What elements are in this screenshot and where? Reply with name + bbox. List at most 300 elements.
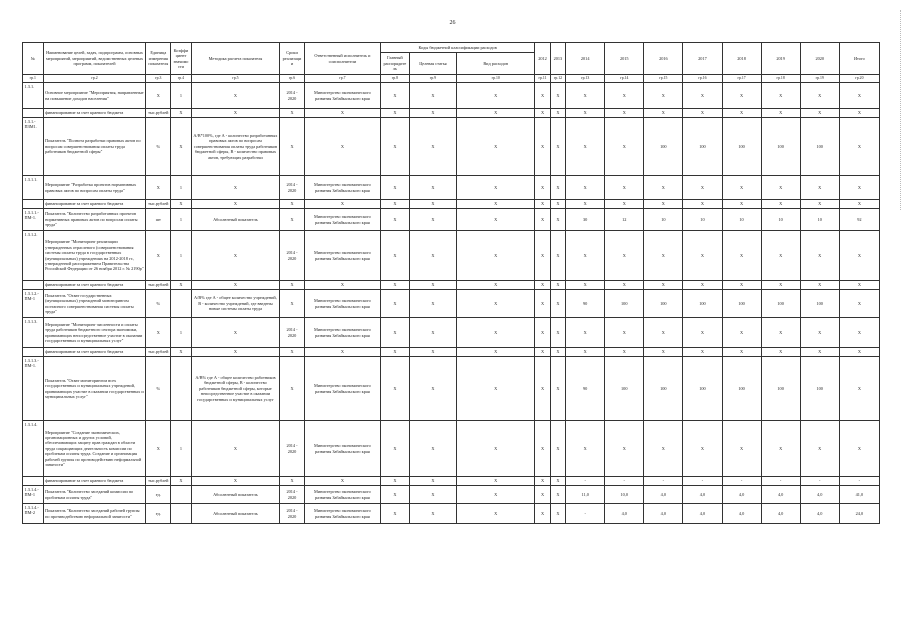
row-term: Х	[280, 200, 305, 209]
row-kind: Х	[457, 318, 535, 348]
row-year-value: Х	[761, 83, 800, 109]
row-year-value: Х	[683, 200, 722, 209]
row-code: 1.3.1.2.-ПМ-1	[23, 290, 44, 318]
row-year-value: Х	[722, 281, 761, 290]
financing-row	[23, 200, 880, 209]
row-year-value: Х	[535, 290, 550, 318]
row-total: 41,0	[839, 486, 879, 504]
row-year-value: 100	[800, 118, 839, 176]
row-target: Х	[409, 504, 456, 524]
row-year-value: 4,0	[605, 504, 644, 524]
row-year-value: Х	[550, 231, 565, 281]
row-year-value: Х	[683, 281, 722, 290]
row-chief: Х	[380, 348, 409, 357]
table-row	[23, 209, 880, 231]
row-term: Х	[280, 281, 305, 290]
row-year-value: Х	[535, 318, 550, 348]
row-year-value: Х	[761, 421, 800, 477]
row-year-value: 100	[644, 357, 683, 421]
row-target: Х	[409, 83, 456, 109]
row-year-value: Х	[566, 231, 605, 281]
row-year-value: Х	[550, 176, 565, 200]
column-number-cell: гр.1	[23, 75, 44, 83]
row-method: Х	[191, 477, 279, 486]
col-chief: Главный распорядитель	[380, 53, 409, 75]
row-year-value: 90	[566, 290, 605, 318]
row-year-value: Х	[550, 348, 565, 357]
row-year-value: Х	[566, 118, 605, 176]
row-year-value: Х	[722, 231, 761, 281]
col-coef: Коэффициент значимости	[171, 43, 192, 75]
column-number-cell: гр.7	[304, 75, 380, 83]
row-year-value: Х	[605, 109, 644, 118]
row-executor: Х	[304, 109, 380, 118]
row-year-value: Х	[683, 109, 722, 118]
row-year-value: 100	[722, 290, 761, 318]
row-chief: Х	[380, 357, 409, 421]
row-kind: Х	[457, 231, 535, 281]
row-year-value: Х	[800, 200, 839, 209]
row-year-value: Х	[535, 109, 550, 118]
row-code: 1.3.1.4.	[23, 421, 44, 477]
row-year-value: Х	[550, 421, 565, 477]
row-year-value: Х	[800, 318, 839, 348]
row-kind: Х	[457, 83, 535, 109]
row-unit: ед.	[146, 504, 171, 524]
financing-row	[23, 281, 880, 290]
col-target: Целевая статья	[409, 53, 456, 75]
row-year-value: Х	[722, 83, 761, 109]
row-year-value: Х	[761, 281, 800, 290]
row-method: Х	[191, 348, 279, 357]
row-kind: Х	[457, 281, 535, 290]
row-total: Х	[839, 421, 879, 477]
row-year-value: Х	[644, 421, 683, 477]
row-method: Х	[191, 200, 279, 209]
row-unit: Х	[146, 318, 171, 348]
row-chief: Х	[380, 231, 409, 281]
financing-row	[23, 477, 880, 486]
row-year-value: -	[566, 504, 605, 524]
row-year-value: Х	[644, 348, 683, 357]
row-year-value: Х	[550, 290, 565, 318]
row-executor: Х	[304, 281, 380, 290]
row-year-value: Х	[535, 504, 550, 524]
row-unit: ед.	[146, 486, 171, 504]
col-name: Наименование целей, задач, подпрограмм, основных мероприятий, мероприятий, ведомственных целевых программ, показателей	[43, 43, 146, 75]
row-coef: Х	[171, 477, 192, 486]
column-number-cell: гр.12	[550, 75, 565, 83]
row-chief: Х	[380, 318, 409, 348]
row-code: 1.3.1.4.-ПМ-2	[23, 504, 44, 524]
row-year-value: 10	[683, 209, 722, 231]
table-row	[23, 176, 880, 200]
row-year-value: 100	[683, 357, 722, 421]
row-target: Х	[409, 486, 456, 504]
col-year-2020: 2020	[800, 43, 839, 75]
row-year-value: Х	[566, 421, 605, 477]
row-unit: Х	[146, 421, 171, 477]
row-year-value: 11,0	[566, 486, 605, 504]
row-year-value: Х	[566, 200, 605, 209]
row-year-value: 100	[605, 357, 644, 421]
col-year-2019: 2019	[761, 43, 800, 75]
col-kind: Вид расходов	[457, 53, 535, 75]
row-year-value: 100	[683, 118, 722, 176]
row-year-value: 10,0	[605, 486, 644, 504]
col-num: №	[23, 43, 44, 75]
table-row	[23, 231, 880, 281]
table-row	[23, 421, 880, 477]
row-year-value: -	[800, 477, 839, 486]
row-target: Х	[409, 209, 456, 231]
row-unit: %	[146, 118, 171, 176]
row-year-value: Х	[550, 486, 565, 504]
row-target: Х	[409, 348, 456, 357]
row-total: 24,0	[839, 504, 879, 524]
row-unit: тыс.рублей	[146, 348, 171, 357]
row-name: финансирование за счет краевого бюджета	[43, 200, 146, 209]
row-term: 2014 - 2020	[280, 83, 305, 109]
row-year-value: 4,0	[722, 504, 761, 524]
row-kind: Х	[457, 348, 535, 357]
row-year-value: Х	[761, 231, 800, 281]
row-chief: Х	[380, 176, 409, 200]
row-year-value: Х	[683, 348, 722, 357]
row-year-value: 4,0	[722, 486, 761, 504]
column-number-cell: гр.11	[535, 75, 550, 83]
row-unit: Х	[146, 83, 171, 109]
col-year-2014: 2014	[566, 43, 605, 75]
row-term: 2014 - 2020	[280, 318, 305, 348]
row-target: Х	[409, 176, 456, 200]
row-method: Х	[191, 176, 279, 200]
row-method: Х	[191, 83, 279, 109]
row-target: Х	[409, 477, 456, 486]
row-year-value: Х	[535, 421, 550, 477]
col-year-2016: 2016	[644, 43, 683, 75]
row-method: А/В*100%, где А - количество разработанных правовых актов по вопросам совершенствования оплаты труда работников бюджетной сферы, В - количество правовых актов, требующих разработки	[191, 118, 279, 176]
row-name: Показатель "Количество заседаний рабочей группы по противодействию неформальной занятости"	[43, 504, 146, 524]
column-number-cell: гр.13	[566, 75, 605, 83]
col-total: Итого	[839, 43, 879, 75]
row-code	[23, 200, 44, 209]
row-year-value: Х	[683, 176, 722, 200]
row-year-value: 100	[761, 290, 800, 318]
col-term: Сроки реализации	[280, 43, 305, 75]
row-year-value: Х	[550, 109, 565, 118]
row-year-value: Х	[605, 318, 644, 348]
row-year-value: Х	[550, 83, 565, 109]
table-row	[23, 290, 880, 318]
column-number-cell: гр.2	[43, 75, 146, 83]
row-unit: Х	[146, 176, 171, 200]
table-row	[23, 318, 880, 348]
row-year-value: 100	[722, 357, 761, 421]
row-year-value: Х	[683, 318, 722, 348]
row-year-value: Х	[535, 209, 550, 231]
row-year-value: Х	[550, 209, 565, 231]
row-year-value: 100	[683, 290, 722, 318]
row-kind: Х	[457, 209, 535, 231]
row-executor: Министерство экономического развития Забайкальского края	[304, 421, 380, 477]
row-unit: шт	[146, 209, 171, 231]
table-row	[23, 83, 880, 109]
row-chief: Х	[380, 118, 409, 176]
row-code: 1.3.1.3.	[23, 318, 44, 348]
row-year-value: 4,0	[683, 486, 722, 504]
row-target: Х	[409, 281, 456, 290]
row-unit: тыс.рублей	[146, 200, 171, 209]
column-number-row	[23, 75, 880, 83]
row-kind: Х	[457, 357, 535, 421]
row-term: 2014 - 2020	[280, 421, 305, 477]
column-number-cell: гр.4	[171, 75, 192, 83]
row-year-value: 100	[761, 357, 800, 421]
row-year-value: Х	[722, 109, 761, 118]
row-name: Показатель "Количество заседаний комиссии по проблемам оплаты труда"	[43, 486, 146, 504]
row-target: Х	[409, 118, 456, 176]
col-unit: Единица измерения показателя	[146, 43, 171, 75]
row-year-value: 4,0	[761, 486, 800, 504]
row-year-value: 30	[566, 209, 605, 231]
table-body	[23, 83, 880, 524]
row-coef: Х	[171, 348, 192, 357]
row-chief: Х	[380, 477, 409, 486]
row-year-value: 4,0	[800, 504, 839, 524]
row-year-value: Х	[644, 83, 683, 109]
row-term: 2014 - 2020	[280, 176, 305, 200]
row-unit: тыс.рублей	[146, 477, 171, 486]
row-term: Х	[280, 477, 305, 486]
row-year-value: Х	[550, 318, 565, 348]
row-executor: Министерство экономического развития Забайкальского края	[304, 504, 380, 524]
row-executor: Министерство экономического развития Забайкальского края	[304, 176, 380, 200]
row-year-value: -	[761, 477, 800, 486]
row-name: Мероприятие "Мониторинг реализации утвержденных отраслевого (совершенствования системы оплаты труда в государственных (муниципальных) учреждениях на 2012-2018 гг., утвержденной распоряжением Правительства Российской Федерации от 26 ноября 2012 г. № 2190р"	[43, 231, 146, 281]
row-kind: Х	[457, 118, 535, 176]
row-total: Х	[839, 357, 879, 421]
row-kind: Х	[457, 176, 535, 200]
financing-row	[23, 109, 880, 118]
row-year-value: 100	[722, 118, 761, 176]
row-name: Показатель "Охват мониторингом всех государственных и муниципальных учреждений, принимающих участие в оказании государственных и муниципальных услуг"	[43, 357, 146, 421]
row-method: Абсолютный показатель	[191, 209, 279, 231]
row-chief: Х	[380, 421, 409, 477]
row-year-value: Х	[605, 118, 644, 176]
row-total: Х	[839, 318, 879, 348]
column-number-cell: гр.9	[409, 75, 456, 83]
row-year-value: Х	[535, 477, 550, 486]
row-chief: Х	[380, 200, 409, 209]
row-year-value: 10	[800, 209, 839, 231]
row-code	[23, 477, 44, 486]
row-year-value: 90	[566, 357, 605, 421]
row-year-value: 4,0	[644, 486, 683, 504]
row-year-value: Х	[644, 318, 683, 348]
row-term: Х	[280, 290, 305, 318]
column-number-cell: гр.20	[839, 75, 879, 83]
row-chief: Х	[380, 83, 409, 109]
row-year-value: 100	[761, 118, 800, 176]
row-method: А/В% где А - общее количество учреждений, В - количество учреждений, где введены новые системы оплаты труда	[191, 290, 279, 318]
column-number-cell: гр.14	[605, 75, 644, 83]
table-row	[23, 118, 880, 176]
col-year-2015: 2015	[605, 43, 644, 75]
row-year-value: 100	[605, 290, 644, 318]
row-name: Мероприятие "Разработка проектов нормативных правовых актов по вопросам оплаты труда"	[43, 176, 146, 200]
row-year-value: Х	[644, 231, 683, 281]
row-chief: Х	[380, 209, 409, 231]
row-year-value: -	[722, 477, 761, 486]
row-year-value: Х	[605, 281, 644, 290]
row-year-value: Х	[800, 83, 839, 109]
row-coef: 1	[171, 83, 192, 109]
row-total: -	[839, 477, 879, 486]
row-name: Показатель "Охват государственных (муниципальных) учреждений мониторингом поэтапного совершенствования системы оплаты труда"	[43, 290, 146, 318]
row-year-value: Х	[683, 231, 722, 281]
row-executor: Министерство экономического развития Забайкальского края	[304, 231, 380, 281]
row-year-value: Х	[644, 200, 683, 209]
program-table	[22, 42, 880, 524]
row-name: финансирование за счет краевого бюджета	[43, 281, 146, 290]
column-number-cell: гр.5	[191, 75, 279, 83]
row-year-value: -	[644, 477, 683, 486]
row-executor: Х	[304, 200, 380, 209]
row-method: Абсолютный показатель	[191, 486, 279, 504]
row-year-value: Х	[535, 176, 550, 200]
row-year-value: Х	[722, 421, 761, 477]
row-coef: 1	[171, 318, 192, 348]
row-year-value: Х	[761, 109, 800, 118]
row-total: 92	[839, 209, 879, 231]
row-executor: Х	[304, 118, 380, 176]
row-year-value: -	[605, 477, 644, 486]
row-total: Х	[839, 176, 879, 200]
row-code: 1.3.1.	[23, 83, 44, 109]
col-year-2012: 2012	[535, 43, 550, 75]
row-executor: Министерство экономического развития Забайкальского края	[304, 357, 380, 421]
row-year-value: Х	[550, 477, 565, 486]
row-name: финансирование за счет краевого бюджета	[43, 109, 146, 118]
row-year-value: Х	[644, 281, 683, 290]
column-number-cell: гр.19	[800, 75, 839, 83]
row-executor: Министерство экономического развития Забайкальского края	[304, 486, 380, 504]
row-year-value: Х	[605, 83, 644, 109]
row-term: Х	[280, 357, 305, 421]
row-kind: Х	[457, 486, 535, 504]
row-unit: тыс.рублей	[146, 109, 171, 118]
column-number-cell: гр.10	[457, 75, 535, 83]
row-method: Х	[191, 318, 279, 348]
row-year-value: 10	[761, 209, 800, 231]
row-method: Х	[191, 231, 279, 281]
row-total: Х	[839, 118, 879, 176]
row-method: А/В% где А - общее количество работников бюджетной сферы, В - количество работников бюджетной сферы, которые непосредственное участие в оказании государственных и муниципальных услуг	[191, 357, 279, 421]
row-year-value: Х	[535, 231, 550, 281]
row-name: Мероприятие "Создание экономических, организационных и других условий, обеспечивающих защиту прав граждан в области труда сокращающих деятельность комиссии по проблемам оплаты труда. Создание и организация рабочей группы по противодействию неформальной занятости"	[43, 421, 146, 477]
row-coef: Х	[171, 118, 192, 176]
row-coef: Х	[171, 281, 192, 290]
page-number: 26	[449, 20, 456, 26]
row-year-value: Х	[535, 83, 550, 109]
row-target: Х	[409, 421, 456, 477]
row-name: финансирование за счет краевого бюджета	[43, 477, 146, 486]
row-code	[23, 348, 44, 357]
col-year-2017: 2017	[683, 43, 722, 75]
row-year-value: -	[683, 477, 722, 486]
row-code: 1.3.1.3.-ПМ-1.	[23, 357, 44, 421]
column-number-cell: гр.16	[683, 75, 722, 83]
row-year-value: Х	[535, 486, 550, 504]
table-row	[23, 504, 880, 524]
row-coef	[171, 486, 192, 504]
row-year-value: Х	[800, 231, 839, 281]
column-number-cell: гр.18	[761, 75, 800, 83]
row-year-value: 100	[800, 290, 839, 318]
row-kind: Х	[457, 290, 535, 318]
row-unit: %	[146, 357, 171, 421]
row-code: 1.3.1.-ПЗМ1.	[23, 118, 44, 176]
row-year-value: Х	[566, 109, 605, 118]
row-executor: Х	[304, 348, 380, 357]
table-row	[23, 357, 880, 421]
row-year-value: 12	[605, 209, 644, 231]
row-name: финансирование за счет краевого бюджета	[43, 348, 146, 357]
row-term: Х	[280, 209, 305, 231]
row-year-value: Х	[761, 200, 800, 209]
row-year-value: Х	[800, 109, 839, 118]
row-name: Мероприятие "Мониторинг численности и оплаты труда работников бюджетного сектора экономики, принимающих непосредственное участие в оказании государственных и муниципальных услуг"	[43, 318, 146, 348]
row-year-value: Х	[605, 348, 644, 357]
row-chief: Х	[380, 281, 409, 290]
row-term: Х	[280, 348, 305, 357]
row-year-value: Х	[550, 357, 565, 421]
row-year-value: Х	[566, 318, 605, 348]
row-code	[23, 281, 44, 290]
row-total: Х	[839, 109, 879, 118]
row-total: Х	[839, 348, 879, 357]
row-name: Показатель "Количество разработанных проектов нормативных правовых актов по вопросам оплаты труда"	[43, 209, 146, 231]
row-kind: Х	[457, 109, 535, 118]
row-executor: Министерство экономического развития Забайкальского края	[304, 290, 380, 318]
row-year-value: Х	[605, 176, 644, 200]
row-year-value: Х	[722, 348, 761, 357]
row-year-value: 100	[800, 357, 839, 421]
row-year-value: Х	[535, 348, 550, 357]
row-year-value: Х	[550, 118, 565, 176]
row-name: Основное мероприятие "Мероприятия, направленные на повышение доходов населения"	[43, 83, 146, 109]
row-target: Х	[409, 200, 456, 209]
row-kind: Х	[457, 477, 535, 486]
financing-row	[23, 348, 880, 357]
row-target: Х	[409, 109, 456, 118]
row-year-value: Х	[605, 421, 644, 477]
row-executor: Министерство экономического развития Забайкальского края	[304, 83, 380, 109]
col-executor: Ответственный исполнитель и соисполнители	[304, 43, 380, 75]
row-term: 2014 - 2020	[280, 231, 305, 281]
row-year-value: 4,0	[761, 504, 800, 524]
row-code: 1.3.1.2.	[23, 231, 44, 281]
row-kind: Х	[457, 504, 535, 524]
row-year-value: 100	[644, 118, 683, 176]
row-unit: Х	[146, 231, 171, 281]
row-year-value: Х	[535, 357, 550, 421]
row-year-value: Х	[722, 318, 761, 348]
row-name: Показатель "Полнота разработки правовых актов по вопросам совершенствования оплаты труда работников бюджетной сферы"	[43, 118, 146, 176]
row-method: Х	[191, 109, 279, 118]
row-executor: Министерство экономического развития Забайкальского края	[304, 318, 380, 348]
